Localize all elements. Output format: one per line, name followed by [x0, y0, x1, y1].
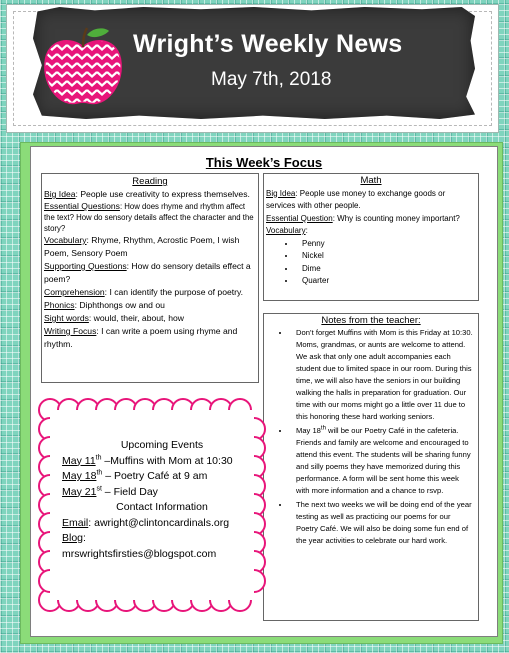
notes-list: [268, 327, 474, 547]
apple-icon: [37, 25, 129, 107]
list-item: • Penny: [296, 238, 476, 251]
events-section: [62, 438, 262, 562]
events-title: Upcoming Events: [120, 439, 204, 451]
math-vocabulary-list: [266, 238, 476, 288]
list-item: • Nickel: [296, 250, 476, 263]
contact-title: Contact Information: [116, 501, 208, 513]
event-item: May 21st – Field Day: [62, 485, 158, 498]
reading-big-idea: Big Idea: People use creativity to express themselves.: [44, 189, 250, 199]
contact-blog-label: Blog:: [62, 532, 86, 544]
math-essential-question: Essential Question: Why is counting money important?: [266, 213, 460, 223]
math-box: [263, 173, 479, 301]
reading-supporting-questions: Supporting Questions: How do sensory details effect a poem?: [44, 261, 251, 284]
notes-title: Notes from the teacher:: [321, 315, 421, 326]
reading-sight-words: Sight words: would, their, about, how: [44, 313, 184, 323]
reading-vocabulary: Vocabulary: Rhyme, Rhythm, Acrostic Poem, I wish Poem, Sensory Poem: [44, 235, 240, 258]
notes-box: [263, 313, 479, 621]
newsletter-date: May 7th, 2018: [211, 69, 332, 90]
math-title: Math: [360, 175, 382, 186]
list-item: • Quarter: [296, 275, 476, 288]
contact-email[interactable]: Email: awright@clintoncardinals.org: [62, 516, 230, 529]
event-item: May 18th – Poetry Café at 9 am: [62, 469, 208, 482]
list-item: • Dime: [296, 263, 476, 276]
note-item: • Don’t forget Muffins with Mom is this Friday at 10:30. Moms, grandmas, or aunts are welcome to attend. We ask that only one adult accompanies each student due to limited space in our room. During this time, we will also have the seniors in our building walking the halls in preparation for graduation. Our time with our moms might go a little over 11 due to this honoring these hard working seniors.: [290, 327, 474, 423]
event-item: May 11th –Muffins with Mom at 10:30: [62, 454, 233, 467]
reading-phonics: Phonics: Diphthongs ow and ou: [44, 300, 165, 310]
reading-comprehension: Comprehension: I can identify the purpose of poetry.: [44, 287, 244, 297]
note-item: • The next two weeks we will be doing end of the year testing as well as practicing our poems for our Poetry Café. We will also be doing some fun end of the year activities to celebrate our hard work.: [290, 499, 474, 547]
focus-title: This Week’s Focus: [205, 155, 323, 170]
note-item: • May 18th will be our Poetry Café in the cafeteria. Friends and family are welcome and encouraged to attend this event. The students will be sharing funny and silly poems they have memorized during this performance. A form will be sent home this week with more information and a chance to rsvp.: [290, 425, 474, 497]
reading-title: Reading: [132, 176, 168, 187]
reading-box: [41, 173, 259, 383]
math-big-idea: Big Idea: People use money to exchange goods or services with other people.: [266, 188, 446, 210]
newsletter-title: Wright’s Weekly News: [133, 30, 403, 58]
reading-writing-focus: Writing Focus: I can write a poem using rhyme and rhythm.: [44, 326, 238, 349]
contact-blog[interactable]: mrswrightsfirsties@blogspot.com: [62, 547, 217, 560]
math-vocabulary-label: Vocabulary:: [266, 226, 308, 235]
reading-essential-questions: Essential Questions: How does rhyme and rhythm affect the text? How do sensory details affect the character and the story?: [44, 201, 254, 233]
